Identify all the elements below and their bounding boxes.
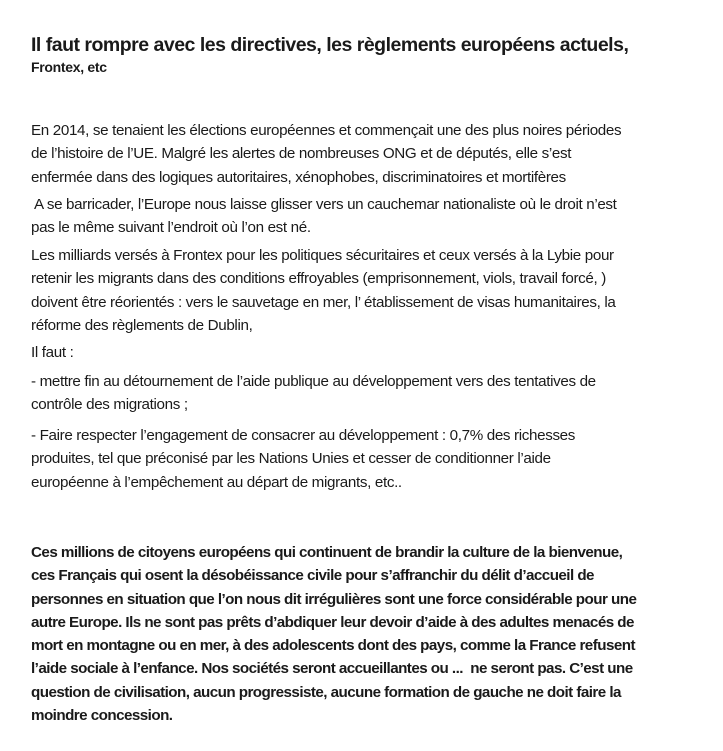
list-item-development-commitment (31, 424, 711, 494)
paragraph-barricade (31, 193, 711, 240)
text-line: de l’histoire de l’UE. Malgré les alertes de nombreuses ONG et de députés, elle s’est (31, 145, 572, 163)
text-line: doivent être réorientés : vers le sauvetage en mer, l’ établissement de visas humanitaires, la (31, 293, 616, 311)
document-title: Il faut rompre avec les directives, les règlements européens actuels, (31, 34, 629, 56)
text-line: personnes en situation que l’on nous dit irrégulières sont une force considérable pour une (31, 590, 637, 608)
paragraph-il-faut (31, 341, 711, 364)
text-line: En 2014, se tenaient les élections européennes et commençait une des plus noires périodes (31, 122, 622, 139)
text-line: retenir les migrants dans des conditions effroyables (emprisonnement, viols, travail forcé, ) (31, 270, 606, 288)
list-item-end-diversion (31, 370, 711, 417)
text-line: question de civilisation, aucun progressiste, aucune formation de gauche ne doit faire la (31, 683, 621, 701)
text-line: - mettre fin au détournement de l’aide publique au développement vers des tentatives de (31, 373, 596, 390)
text-line: européenne à l’empêchement au départ de migrants, etc.. (31, 473, 402, 491)
paragraph-frontex-funds (31, 244, 711, 337)
text-line: autre Europe. Ils ne sont pas prêts d’abdiquer leur devoir d’aide à des adultes menacés de (31, 613, 634, 631)
text-line: Ces millions de citoyens européens qui continuent de brandir la culture de la bienvenue, (31, 544, 623, 561)
text-line: enfermée dans des logiques autoritaires, xénophobes, discriminatoires et mortifères (31, 168, 566, 186)
text-line: A se barricader, l’Europe nous laisse glisser vers un cauchemar nationaliste où le droit n’est (31, 196, 617, 213)
text-line: produites, tel que préconisé par les Nations Unies et cesser de conditionner l’aide (31, 450, 551, 468)
text-line: Les milliards versés à Frontex pour les politiques sécuritaires et ceux versés à la Lybie pour (31, 247, 614, 264)
text-line: Il faut : (31, 344, 74, 361)
text-line: contrôle des migrations ; (31, 396, 188, 414)
text-line: moindre concession. (31, 707, 173, 725)
text-line: - Faire respecter l’engagement de consacrer au développement : 0,7% des richesses (31, 427, 576, 444)
paragraph-elections-2014 (31, 119, 711, 189)
text-line: réforme des règlements de Dublin, (31, 316, 253, 334)
text-line: l’aide sociale à l’enfance. Nos sociétés seront accueillantes ou ... ne seront pas. C’est une (31, 660, 633, 678)
text-line: mort en montagne ou en mer, à des adolescents dont des pays, comme la France refusent (31, 637, 635, 655)
text-line: ces Français qui osent la désobéissance civile pour s’affranchir du délit d’accueil de (31, 567, 594, 585)
document-subtitle: Frontex, etc (31, 59, 107, 75)
text-line: pas le même suivant l’endroit où l’on est né. (31, 219, 311, 237)
closing-paragraph (31, 541, 711, 727)
